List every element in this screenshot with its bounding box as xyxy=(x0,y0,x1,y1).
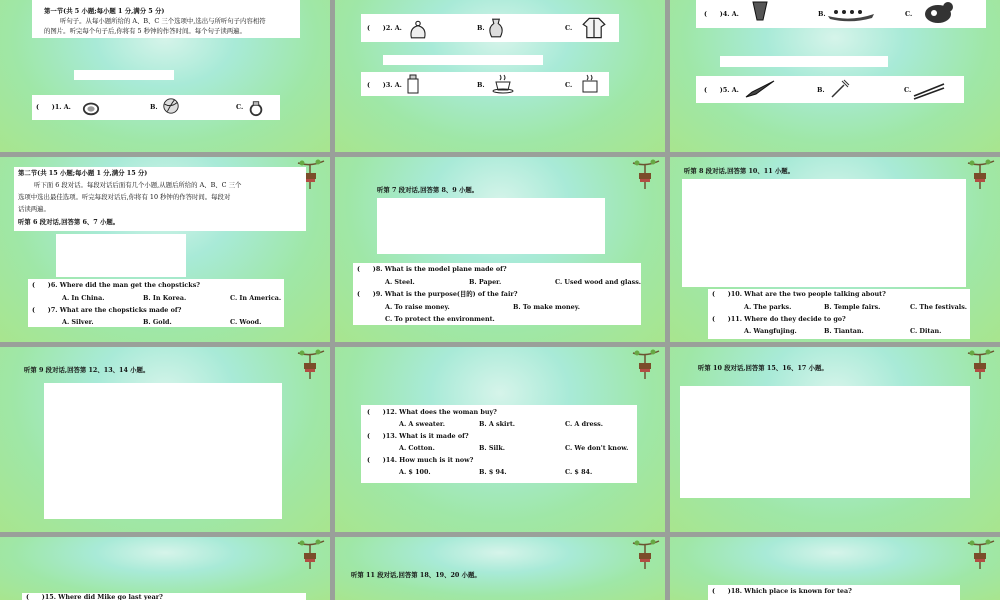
tea-icon xyxy=(579,73,601,95)
tree-branch-icon xyxy=(966,539,996,571)
question-2: ( )2. A. xyxy=(367,24,402,32)
chopsticks-icon xyxy=(912,80,946,100)
question-14: ( )14. How much is it now? xyxy=(367,456,474,464)
option-b: B. Tiantan. xyxy=(824,327,864,335)
tree-branch-icon xyxy=(966,159,996,191)
milk-icon xyxy=(405,74,421,94)
section-header: 第一节(共 5 小题;每小题 1 分,满分 5 分) xyxy=(44,7,165,15)
slide-1[interactable] xyxy=(0,0,330,152)
answer-blank xyxy=(720,56,888,67)
option-b: B. xyxy=(817,86,825,94)
knife-icon xyxy=(744,79,778,99)
option-a: A. $ 100. xyxy=(399,468,431,476)
answer-blank xyxy=(56,234,186,277)
answer-blank xyxy=(377,198,605,254)
slide-6[interactable] xyxy=(670,157,1000,342)
option-c: C. Wood. xyxy=(230,318,262,326)
instruction-line: 听下面 6 段对话。每段对话后面有几个小题,从题后所给的 A、B、C 三个 xyxy=(34,181,242,189)
option-b: B. xyxy=(477,24,485,32)
option-c: C. xyxy=(565,81,573,89)
slide-12[interactable] xyxy=(670,537,1000,600)
question-3: ( )3. A. xyxy=(367,81,402,89)
ball-icon xyxy=(162,97,180,115)
tree-branch-icon xyxy=(296,539,326,571)
coffee-icon xyxy=(491,72,515,94)
bag-icon xyxy=(407,18,429,40)
tree-branch-icon xyxy=(631,539,661,571)
tree-branch-icon xyxy=(966,349,996,381)
tree-branch-icon xyxy=(296,349,326,381)
lantern-icon xyxy=(750,0,770,22)
option-c: C. xyxy=(565,24,573,32)
tree-branch-icon xyxy=(631,159,661,191)
option-c: C. Ditan. xyxy=(910,327,942,335)
dialogue-title: 听第 8 段对话,回答第 10、11 小题。 xyxy=(684,167,795,175)
option-a: A. Steel. xyxy=(385,278,415,286)
dialogue-title: 听第 11 段对话,回答第 18、19、20 小题。 xyxy=(351,571,481,579)
option-b: B. Gold. xyxy=(143,318,172,326)
slide-8[interactable] xyxy=(335,347,665,532)
option-a: A. Cotton. xyxy=(399,444,435,452)
dialogue-title: 听第 7 段对话,回答第 8、9 小题。 xyxy=(377,186,479,194)
tree-branch-icon xyxy=(631,349,661,381)
option-b: B. $ 94. xyxy=(479,468,507,476)
answer-blank xyxy=(44,383,282,519)
slide-4[interactable] xyxy=(0,157,330,342)
option-b: B. In Korea. xyxy=(143,294,187,302)
option-a: A. In China. xyxy=(62,294,105,302)
dragon-boat-icon xyxy=(826,6,876,22)
option-b: B. Temple fairs. xyxy=(824,303,881,311)
option-b: B. xyxy=(477,81,485,89)
option-b: B. A skirt. xyxy=(479,420,516,428)
option-a: A. To raise money. xyxy=(385,303,450,311)
question-8: ( )8. What is the model plane made of? xyxy=(357,265,507,273)
question-4: ( )4. A. xyxy=(704,10,739,18)
slide-2[interactable] xyxy=(335,0,665,152)
question-6: ( )6. Where did the man get the chopsticks? xyxy=(32,281,201,289)
question-9: ( )9. What is the purpose(目的) of the fair? xyxy=(357,290,518,298)
option-a: A. Wangfujing. xyxy=(744,327,797,335)
answer-blank xyxy=(682,179,966,287)
dialogue-title: 听第 6 段对话,回答第 6、7 小题。 xyxy=(18,218,120,226)
answer-blank xyxy=(74,70,174,80)
option-a: A. Silver. xyxy=(62,318,94,326)
option-a: A. A sweater. xyxy=(399,420,445,428)
question-18: ( )18. Which place is known for tea? xyxy=(712,587,852,595)
answer-blank xyxy=(680,386,970,498)
option-b: B. xyxy=(818,10,826,18)
instruction-line: 听句子。从每小题所给的 A、B、C 三个选项中,选出与所听句子内容相符 xyxy=(60,17,266,25)
bracelet-icon xyxy=(82,99,100,117)
slide-10[interactable] xyxy=(0,537,330,600)
question-13: ( )13. What is it made of? xyxy=(367,432,469,440)
section-header: 第二节(共 15 小题;每小题 1 分,满分 15 分) xyxy=(18,169,148,177)
option-b: B. xyxy=(150,103,158,111)
question-7: ( )7. What are the chopsticks made of? xyxy=(32,306,182,314)
answer-blank xyxy=(383,55,543,65)
question-1: ( )1. A. xyxy=(36,103,71,111)
option-c: C. xyxy=(905,10,913,18)
slide-3[interactable] xyxy=(670,0,1000,152)
option-c: C. Used wood and glass. xyxy=(555,278,642,286)
question-5: ( )5. A. xyxy=(704,86,739,94)
slide-5[interactable] xyxy=(335,157,665,342)
instruction-line: 的图片。听完每个句子后,你将有 5 秒钟的作答时间。每个句子读两遍。 xyxy=(44,27,246,35)
instruction-line: 话读两遍。 xyxy=(18,205,50,213)
question-10: ( )10. What are the two people talking about? xyxy=(712,290,886,298)
option-a: A. The parks. xyxy=(744,303,792,311)
dialogue-title: 听第 9 段对话,回答第 12、13、14 小题。 xyxy=(24,366,150,374)
option-c: C. In America. xyxy=(230,294,282,302)
vase-icon xyxy=(485,17,507,39)
paper-cut-icon xyxy=(922,0,956,26)
question-11: ( )11. Where do they decide to go? xyxy=(712,315,846,323)
jacket-icon xyxy=(582,16,606,40)
option-b: B. Paper. xyxy=(469,278,502,286)
slide-11[interactable] xyxy=(335,537,665,600)
option-c: C. xyxy=(904,86,912,94)
ring-icon xyxy=(247,99,265,117)
question-12: ( )12. What does the woman buy? xyxy=(367,408,497,416)
question-15: ( )15. Where did Mike go last year? xyxy=(26,593,163,600)
instruction-line: 选项中选出最佳选项。听完每段对话后,你将有 10 秒钟的作答时间。每段对 xyxy=(18,193,231,201)
dialogue-title: 听第 10 段对话,回答第 15、16、17 小题。 xyxy=(698,364,828,372)
option-b: B. To make money. xyxy=(513,303,580,311)
option-c: C. A dress. xyxy=(565,420,603,428)
fork-icon xyxy=(830,79,850,99)
option-b: B. Silk. xyxy=(479,444,505,452)
slide-9[interactable] xyxy=(670,347,1000,532)
option-c: C. To protect the environment. xyxy=(385,315,495,323)
slide-7[interactable] xyxy=(0,347,330,532)
option-c: C. $ 84. xyxy=(565,468,593,476)
option-c: C. The festivals. xyxy=(910,303,968,311)
option-c: C. We don't know. xyxy=(565,444,629,452)
option-c: C. xyxy=(236,103,244,111)
